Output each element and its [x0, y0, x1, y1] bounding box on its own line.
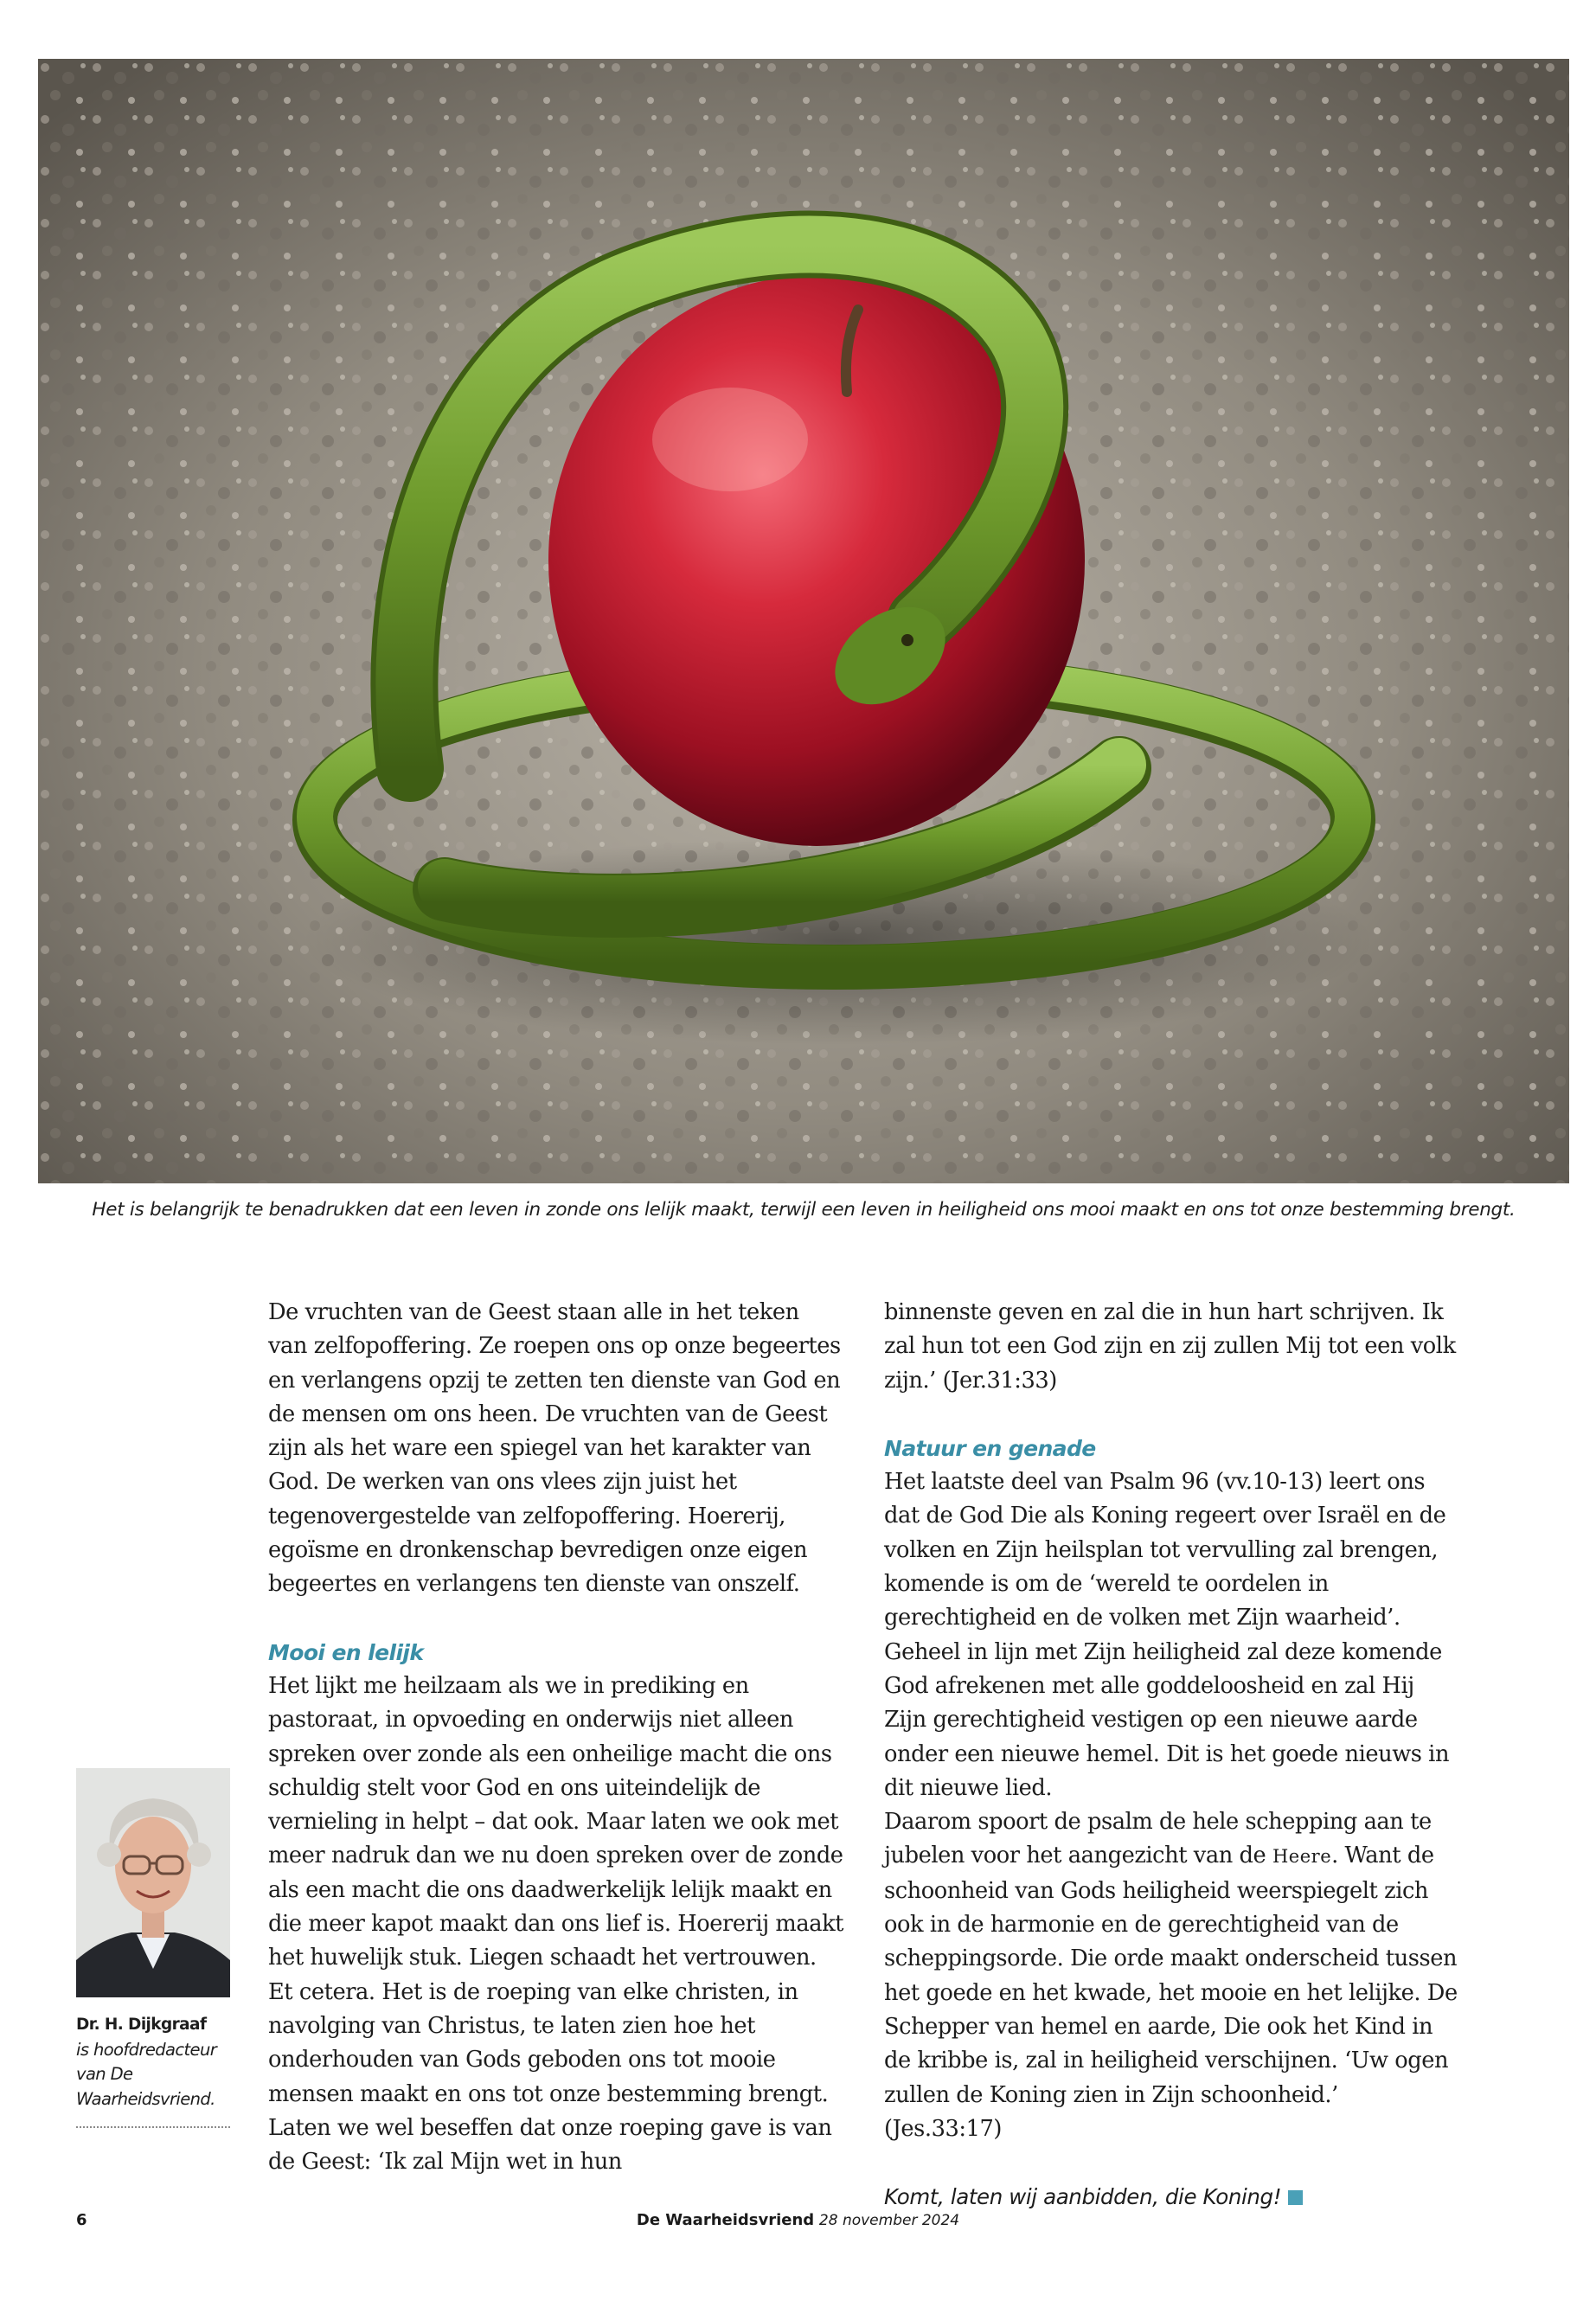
page-number: 6 — [76, 2211, 87, 2229]
intro-paragraph: De vruchten van de Geest staan alle in het teken van zelfopoffering. Ze roepen ons op onze begeertes en verlangens opzij te zetten ten dienste van God en de mensen om ons heen. De vruchten van de Geest zijn als het ware een spiegel van het karakter van God. De werken van ons vlees zijn juist het tegenovergestelde van zelfopoffering. Hoererij, egoïsme en dronkenschap bevredigen onze eigen begeertes en verlangens ten dienste van onszelf. — [268, 1299, 841, 1598]
heere-smallcaps: Heere — [1272, 1846, 1332, 1868]
continuation-paragraph: binnenste geven en zal die in hun hart schrijven. Ik zal hun tot een God zijn en zij zullen Mij tot een volk zijn.’ (Jer.31:33) — [884, 1299, 1456, 1394]
closing-line — [884, 2180, 1460, 2214]
author-role: is hoofdredacteur van De Waarheidsvriend. — [76, 2039, 217, 2109]
apple-snake-illustration — [38, 59, 1569, 1183]
natuur-en-genade-paragraph-1: Het laatste deel van Psalm 96 (vv.10-13) leert ons dat de God Die als Koning regeert over Israël en de volken en Zijn heilsplan tot vervulling zal brengen, komende is om de ‘wereld te oordelen in gerechtigheid en de volken met Zijn waarheid’. Geheel in lijn met Zijn heiligheid zal deze komende God afrekenen met alle goddeloosheid en zal Hij Zijn gerechtigheid vestigen op een nieuwe aarde onder een nieuwe hemel. Dit is het goede nieuws in dit nieuwe lied. — [884, 1469, 1450, 1801]
author-portrait-illustration — [76, 1768, 230, 1997]
author-photo — [76, 1768, 230, 1997]
mooi-en-lelijk-paragraph: Het lijkt me heilzaam als we in prediking en pastoraat, in opvoeding en onderwijs niet alleen spreken over zonde als een onheilige macht die ons schuldig stelt voor God en ons uiteindelijk de vernieling in helpt – dat ook. Maar laten we ook met meer nadruk dan we nu doen spreken over de zonde als een macht die ons daadwerkelijk lelijk maakt en die meer kapot maakt dan ons lief is. Hoererij maakt het huwelijk stuk. Liegen schaadt het vertrouwen. Et cetera. Het is de roeping van elke christen, in navolging van Christus, te laten zien hoe het onderhouden van Gods geboden ons tot mooie mensen maakt en ons tot onze bestemming brengt. Laten we wel beseffen dat onze roeping gave is van de Geest: ‘Ik zal Mijn wet in hun — [268, 1672, 844, 2176]
natuur-en-genade-paragraph-2 — [884, 1805, 1460, 2146]
header-photo-apple-snake — [38, 59, 1569, 1183]
heading-natuur-en-genade: Natuur en genade — [884, 1435, 1096, 1461]
paragraph-2-start: Daarom spoort de psalm de hele schepping aan te jubelen voor het aangezicht van de — [884, 1809, 1432, 1869]
right-column — [884, 1296, 1460, 2214]
author-divider — [76, 2126, 230, 2128]
paragraph-2-end: . Want de schoonheid van Gods heiligheid weerspiegelt zich ook in de harmonie en de gerechtigheid van de scheppingsorde. Die orde maakt onderscheid tussen het goede en het kwade, het mooie en het lelijke. De Schepper van hemel en aarde, Die ook het Kind in de kribbe is, zal in heiligheid verschijnen. ‘Uw ogen zullen de Koning zien in Zijn schoonheid.’ (Jes.33:17) — [884, 1843, 1458, 2142]
author-name: Dr. H. Dijkgraaf — [76, 2016, 207, 2034]
footer-publication — [0, 2211, 1596, 2229]
author-bio — [76, 2013, 230, 2112]
magazine-name: De Waarheidsvriend — [636, 2211, 815, 2229]
issue-date: 28 november 2024 — [818, 2212, 960, 2229]
heading-mooi-en-lelijk: Mooi en lelijk — [268, 1639, 424, 1665]
end-mark-icon — [1288, 2190, 1303, 2205]
photo-caption: Het is belangrijk te benadrukken dat een leven in zonde ons lelijk maakt, terwijl een leven in heiligheid ons mooi maakt en ons tot onze bestemming brengt. — [92, 1199, 1516, 1221]
closing-text: Komt, laten wij aanbidden, die Koning! — [884, 2184, 1282, 2210]
left-column — [268, 1296, 844, 2179]
